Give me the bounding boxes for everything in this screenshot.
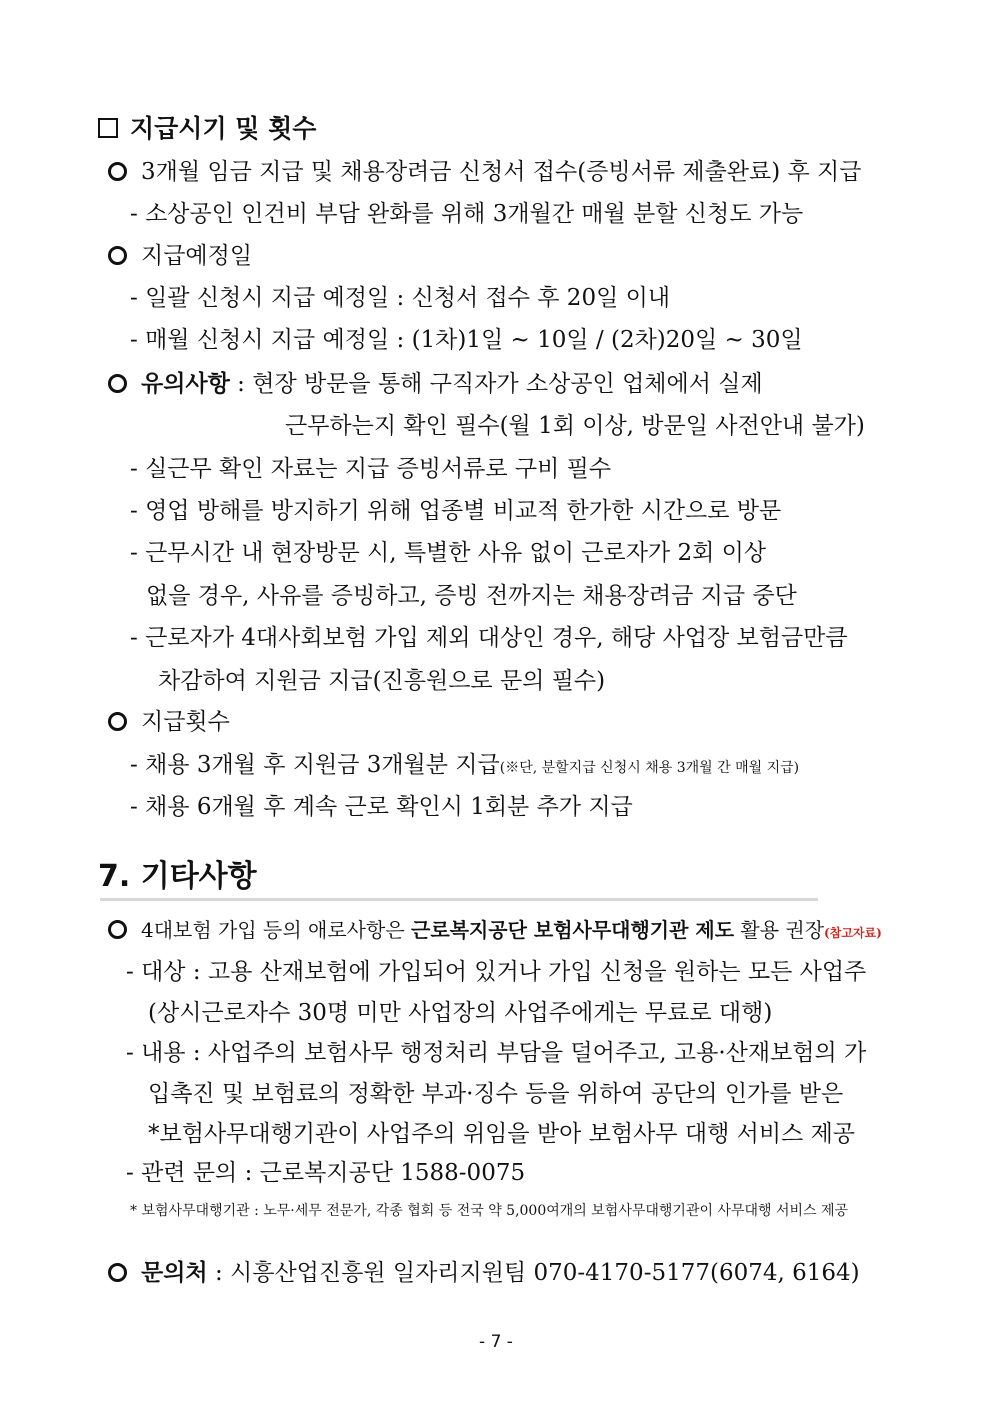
sub-notes-1: - 실근무 확인 자료는 지급 증빙서류로 구비 필수	[130, 456, 612, 482]
sub-notes-4a: - 근로자가 4대사회보험 가입 제외 대상인 경우, 해당 사업장 보험금만큼	[130, 625, 848, 651]
section-7-heading: 7. 기타사항	[98, 859, 257, 894]
content-line-2: 입촉진 및 보험료의 정확한 부과·징수 등을 위하여 공단의 인가를 받은	[148, 1081, 844, 1107]
sub-notes-4b: 차감하여 지원금 지급(진흥원으로 문의 필수)	[158, 668, 606, 694]
bullet-contact: 문의처 : 시흥산업진흥원 일자리지원팀 070-4170-5177(6074, 6164)	[108, 1258, 860, 1288]
bullet-insurance: 4대보험 가입 등의 애로사항은 근로복지공단 보험사무대행기관 제도 활용 권장(참고자료)	[108, 915, 882, 948]
sub-count-1: - 채용 3개월 후 지원금 3개월분 지급(※단, 분할지급 신청시 채용 3개월 간 매월 지급)	[130, 752, 800, 778]
inquiry-line: - 관련 문의 : 근로복지공단 1588-0075	[126, 1160, 526, 1186]
circle-bullet-icon	[108, 920, 127, 939]
sub-notes-3a: - 근무시간 내 현장방문 시, 특별한 사유 없이 근로자가 2회 이상	[130, 540, 767, 566]
reference-note: (참고자료)	[824, 926, 882, 940]
sub-notes-3b: 없을 경우, 사유를 증빙하고, 증빙 전까지는 채용장려금 지급 중단	[146, 583, 797, 609]
sub-count-2: - 채용 6개월 후 계속 근로 확인시 1회분 추가 지급	[130, 794, 633, 820]
notes-line-2: 근무하는지 확인 필수(월 1회 이상, 방문일 사전안내 불가)	[285, 413, 865, 439]
content-line-1: - 내용 : 사업주의 보험사무 행정처리 부담을 덜어주고, 고용·산재보험의 가	[126, 1040, 867, 1066]
sub-timing: - 소상공인 인건비 부담 완화를 위해 3개월간 매월 분할 신청도 가능	[130, 201, 804, 227]
circle-bullet-icon	[108, 162, 127, 181]
footnote: * 보험사무대행기관 : 노무·세무 전문가, 각종 협회 등 전국 약 5,000여개의 보험사무대행기관이 사무대행 서비스 제공	[130, 1203, 849, 1219]
circle-bullet-icon	[108, 1263, 127, 1282]
sub-schedule-2: - 매월 신청시 지급 예정일 : (1차)1일 ~ 10일 / (2차)20일 ~ 30일	[130, 327, 803, 353]
circle-bullet-icon	[108, 246, 127, 265]
bullet-schedule: 지급예정일	[108, 241, 252, 271]
content-line-3: *보험사무대행기관이 사업주의 위임을 받아 보험사무 대행 서비스 제공	[148, 1121, 855, 1147]
circle-bullet-icon	[108, 374, 127, 393]
heading-divider	[100, 898, 818, 901]
circle-bullet-icon	[108, 712, 127, 731]
bullet-notes: 유의사항 : 현장 방문을 통해 구직자가 소상공인 업체에서 실제	[108, 369, 763, 399]
page-number: - 7 -	[479, 1332, 513, 1352]
target-line-2: (상시근로자수 30명 미만 사업장의 사업주에게는 무료로 대행)	[148, 1000, 773, 1026]
sub-notes-2: - 영업 방해를 방지하기 위해 업종별 비교적 한가한 시간으로 방문	[130, 498, 782, 524]
checkbox-square-icon	[98, 118, 118, 138]
bullet-timing: 3개월 임금 지급 및 채용장려금 신청서 접수(증빙서류 제출완료) 후 지급	[108, 157, 861, 187]
target-line-1: - 대상 : 고용 산재보험에 가입되어 있거나 가입 신청을 원하는 모든 사업주	[126, 959, 867, 985]
section-title: 지급시기 및 횟수	[98, 114, 316, 144]
bullet-count: 지급횟수	[108, 707, 230, 737]
sub-schedule-1: - 일괄 신청시 지급 예정일 : 신청서 접수 후 20일 이내	[130, 285, 671, 311]
